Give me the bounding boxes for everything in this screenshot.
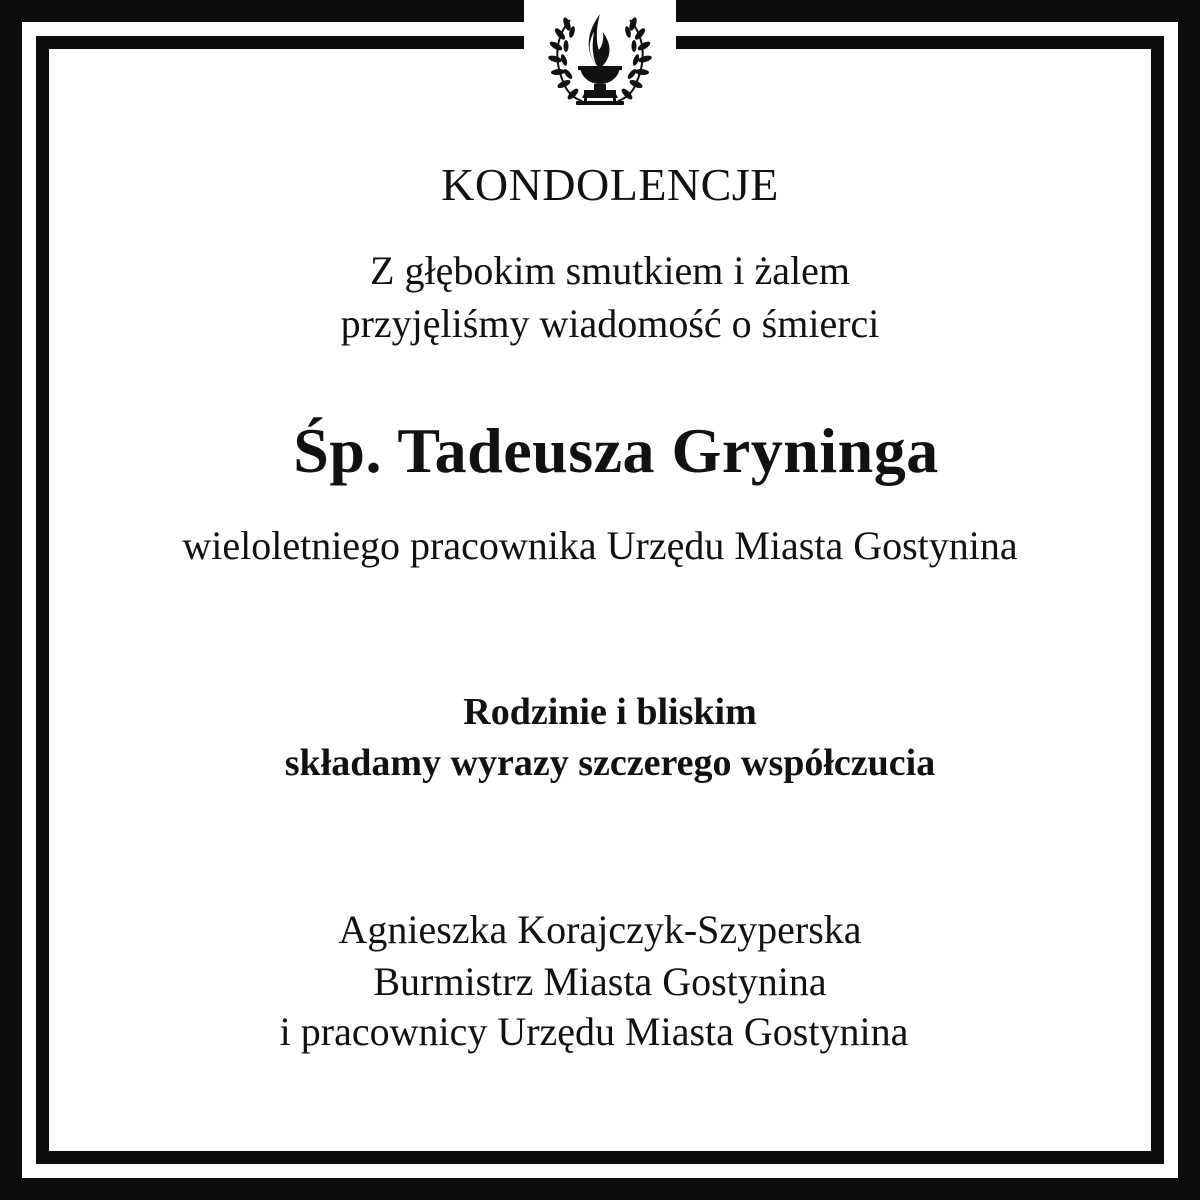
signature-title: Burmistrz Miasta Gostynina	[373, 959, 827, 1004]
condolence-line-1: Rodzinie i bliskim	[463, 691, 757, 733]
deceased-role: wieloletniego pracownika Urzędu Miasta Gostynina	[182, 523, 1018, 568]
intro-line-1: Z głębokim smutkiem i żalem	[370, 248, 850, 293]
condolence-line-2: składamy wyrazy szczerego współczucia	[284, 742, 936, 784]
notice-heading: KONDOLENCJE	[441, 159, 779, 210]
memorial-flame-with-laurel-icon	[530, 2, 670, 108]
intro-line-2: przyjęliśmy wiadomość o śmierci	[340, 301, 880, 346]
signature-staff: i pracownicy Urzędu Miasta Gostynina	[279, 1009, 909, 1054]
deceased-name: Śp. Tadeusza Gryninga	[293, 415, 939, 486]
signature-name: Agnieszka Korajczyk-Szyperska	[338, 907, 862, 952]
